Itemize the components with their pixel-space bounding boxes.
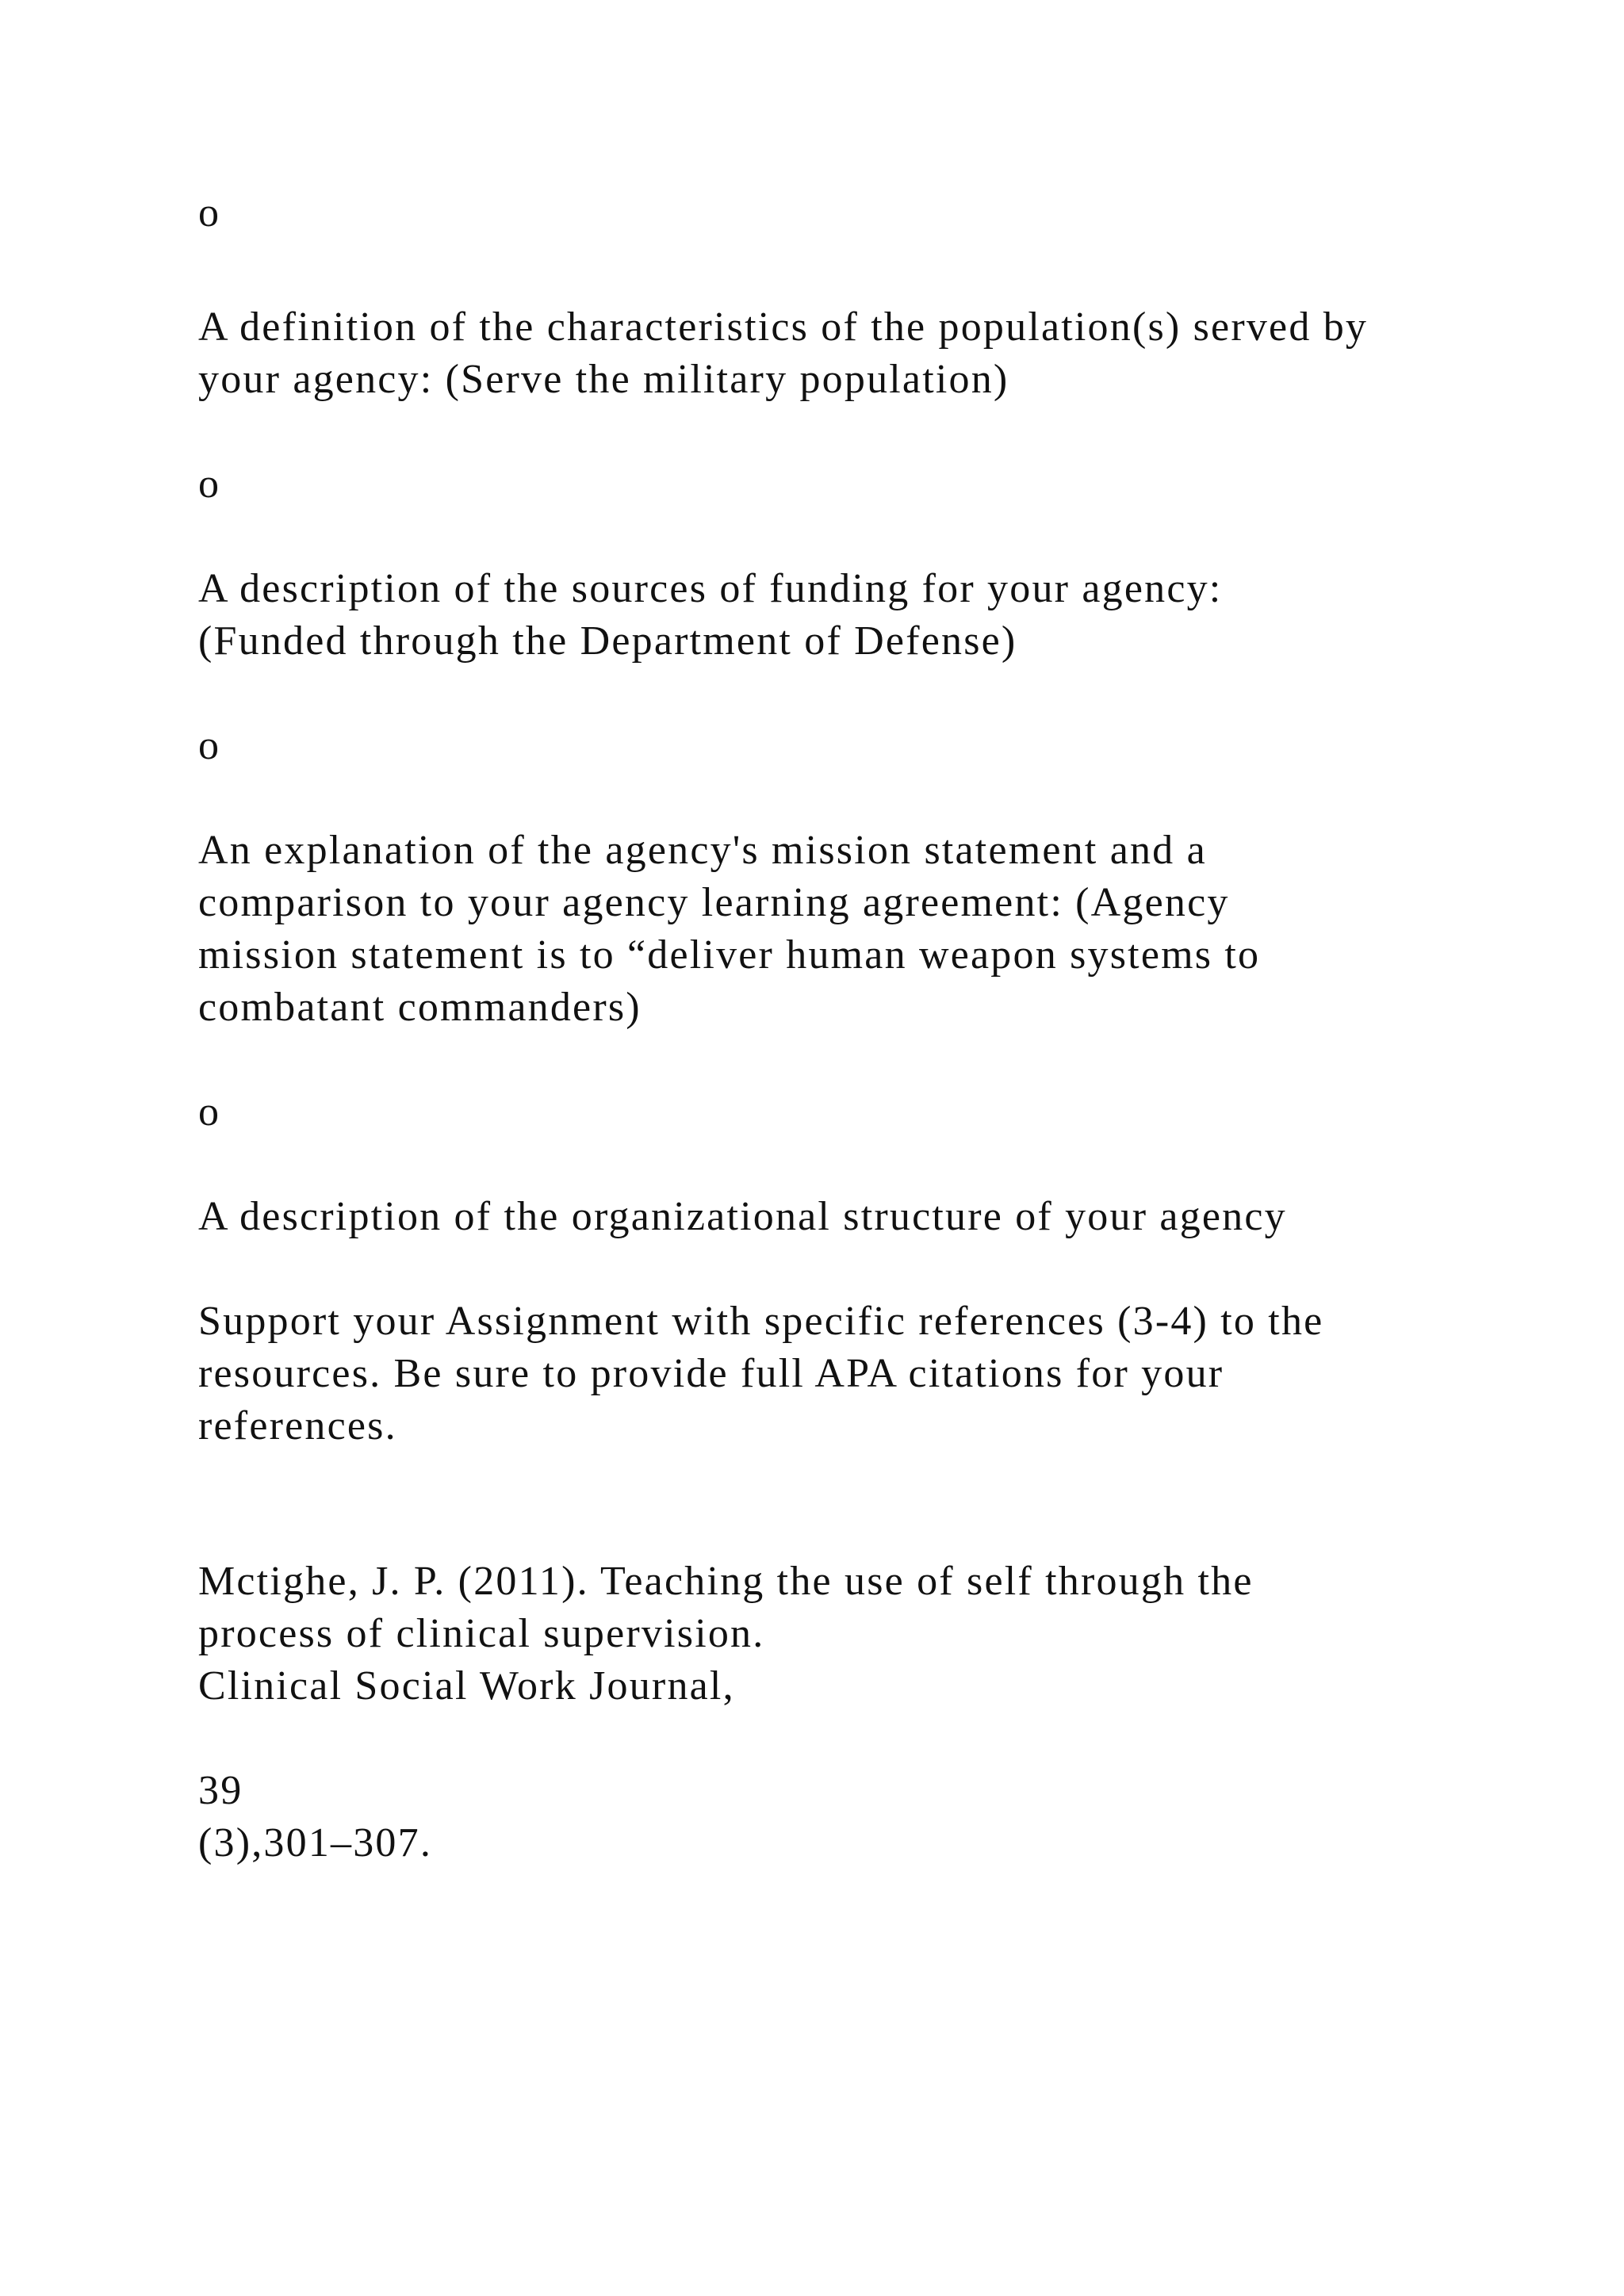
item-mission-line-1: An explanation of the agency's mission statement and a [198, 828, 1207, 873]
bullet-marker: o [198, 190, 221, 235]
reference-journal: Clinical Social Work Journal, [198, 1663, 735, 1709]
item-mission-line-3: mission statement is to “deliver human weapon systems to [198, 932, 1261, 978]
item-mission-line-2: comparison to your agency learning agreement: (Agency [198, 880, 1230, 925]
reference-issue-pages: (3),301–307. [198, 1820, 433, 1866]
bullet-marker: o [198, 1089, 221, 1135]
item-definition-line-2: your agency: (Serve the military population) [198, 357, 1009, 402]
support-line-3: references. [198, 1403, 397, 1448]
bullet-marker: o [198, 461, 221, 507]
support-line-1: Support your Assignment with specific references (3-4) to the [198, 1299, 1324, 1344]
item-definition-line-1: A definition of the characteristics of the population(s) served by [198, 304, 1369, 350]
item-structure-line-1: A description of the organizational structure of your agency [198, 1194, 1287, 1239]
item-funding-line-1: A description of the sources of funding for your agency: [198, 566, 1223, 611]
reference-line-2: process of clinical supervision. [198, 1611, 765, 1656]
reference-line-1: Mctighe, J. P. (2011). Teaching the use of self through the [198, 1559, 1254, 1604]
reference-volume: 39 [198, 1768, 243, 1813]
support-line-2: resources. Be sure to provide full APA citations for your [198, 1351, 1224, 1396]
item-mission-line-4: combatant commanders) [198, 985, 642, 1030]
bullet-marker: o [198, 723, 221, 768]
item-funding-line-2: (Funded through the Department of Defense) [198, 618, 1017, 664]
